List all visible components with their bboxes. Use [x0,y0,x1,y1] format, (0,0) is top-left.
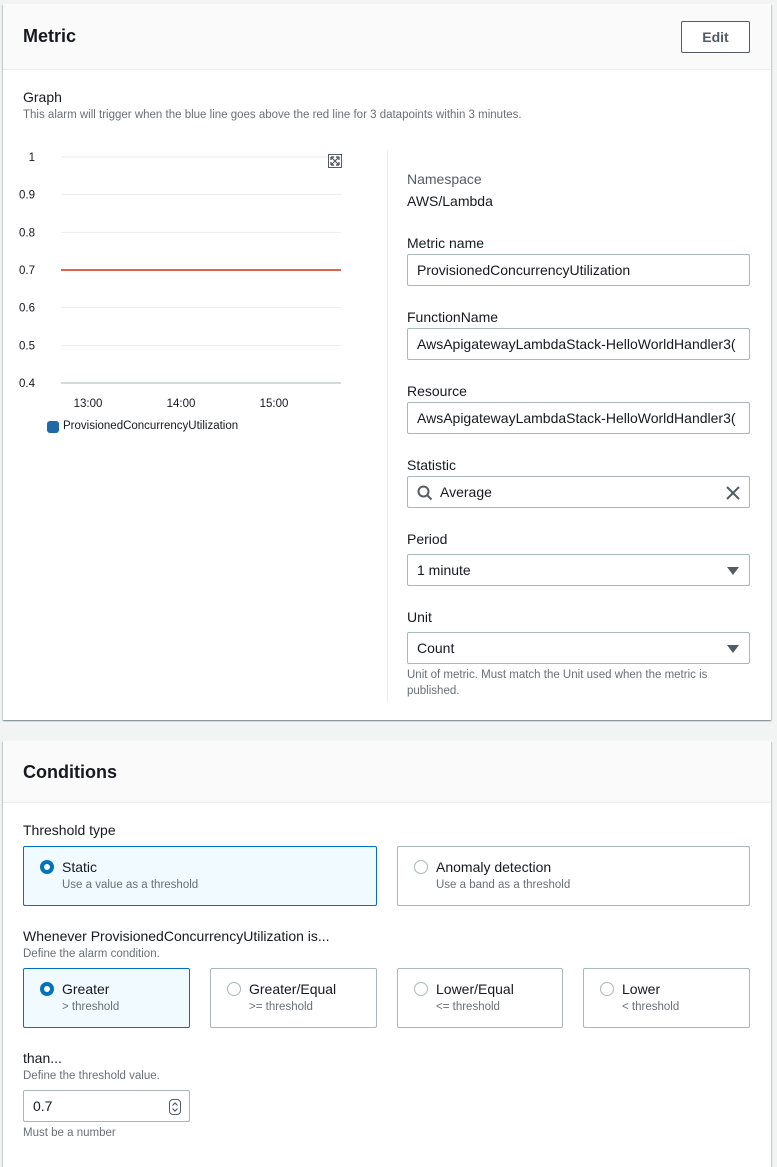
threshold-hint: Must be a number [23,1127,116,1139]
resource-label: Resource [407,383,467,399]
period-label: Period [407,531,448,547]
greater-equal-label: Greater/Equal [249,981,337,997]
anomaly-description: Use a band as a threshold [436,879,571,891]
statistic-label: Statistic [407,457,457,473]
lower-equal-description: <= threshold [436,1001,500,1013]
whenever-description: Define the alarm condition. [23,948,160,960]
static-description: Use a value as a threshold [62,879,199,891]
conditions-panel-title: Conditions [23,762,117,782]
metric-name-label: Metric name [407,235,485,251]
y-tick-label: 0.8 [19,227,35,240]
period-value: 1 minute [417,562,471,578]
condition-greater-tile[interactable] [23,968,190,1028]
unit-description-line-1: Unit of metric. Must match the Unit used when the metric is [407,669,708,681]
greater-equal-radio[interactable] [227,982,241,996]
threshold-type-static-tile[interactable] [23,846,377,906]
function-name-input[interactable] [407,328,750,360]
stepper-icon[interactable] [169,1099,181,1115]
whenever-label: Whenever ProvisionedConcurrencyUtilization is... [23,928,330,944]
anomaly-radio[interactable] [414,860,428,874]
conditions-panel-header [3,741,771,803]
threshold-type-anomaly-tile[interactable] [397,846,750,906]
metric-chart-svg [19,144,363,444]
lower-equal-label: Lower/Equal [436,981,514,997]
close-icon[interactable] [725,485,741,501]
edit-button[interactable]: Edit [681,21,750,53]
x-tick-label: 13:00 [73,398,103,410]
threshold-value: 0.7 [33,1098,53,1114]
statistic-value: Average [440,484,492,500]
namespace-value: AWS/Lambda [407,193,493,209]
metric-panel-divider [387,150,388,702]
metric-panel-title: Metric [23,26,77,46]
condition-lower-equal-tile[interactable] [397,968,563,1028]
x-tick-label: 15:00 [259,398,289,410]
conditions-panel [3,741,771,1167]
y-tick-label: 0.9 [19,189,35,202]
unit-description-line-2: published. [407,685,460,697]
lower-radio[interactable] [600,982,614,996]
condition-greater-equal-tile[interactable] [210,968,377,1028]
than-label: than... [23,1050,62,1066]
y-tick-label: 1 [28,152,35,164]
resource-input[interactable] [407,402,750,434]
graph-description: This alarm will trigger when the blue line goes above the red line for 3 datapoints within 3 minutes. [23,109,522,121]
lower-label: Lower [622,981,661,997]
legend-label: ProvisionedConcurrencyUtilization [63,420,239,432]
statistic-input[interactable] [407,476,750,508]
metric-chart [19,144,363,444]
y-tick-label: 0.5 [19,340,35,353]
x-tick-label: 14:00 [166,398,196,410]
greater-radio[interactable] [40,982,54,996]
metric-name-input[interactable] [407,254,750,286]
unit-select[interactable] [407,632,750,664]
y-tick-label: 0.6 [19,302,35,315]
greater-equal-description: >= threshold [249,1001,313,1013]
expand-icon[interactable] [328,154,342,168]
function-name-label: FunctionName [407,309,499,325]
threshold-value-input[interactable] [23,1090,190,1122]
namespace-label: Namespace [407,171,482,187]
condition-lower-tile[interactable] [583,968,750,1028]
metric-panel [3,4,771,720]
period-select[interactable] [407,554,750,586]
caret-down-icon [727,645,739,653]
function-name-value: AwsApigatewayLambdaStack-HelloWorldHandler3( [417,336,736,352]
y-tick-label: 0.4 [19,378,35,390]
threshold-type-label: Threshold type [23,822,116,838]
static-label: Static [62,859,98,875]
metric-panel-header [3,4,771,70]
than-description: Define the threshold value. [23,1070,160,1082]
greater-label: Greater [62,981,110,997]
greater-description: > threshold [62,1001,120,1013]
graph-heading: Graph [23,89,62,105]
caret-down-icon [727,567,739,575]
lower-equal-radio[interactable] [414,982,428,996]
anomaly-label: Anomaly detection [436,859,552,875]
legend-swatch [47,421,59,433]
y-tick-label: 0.7 [19,265,35,277]
lower-description: < threshold [622,1001,680,1013]
static-radio[interactable] [40,860,54,874]
unit-label: Unit [407,609,432,625]
resource-value: AwsApigatewayLambdaStack-HelloWorldHandler3( [417,410,736,426]
unit-value: Count [417,640,455,656]
search-icon [417,485,433,501]
metric-name-value: ProvisionedConcurrencyUtilization [417,262,631,278]
